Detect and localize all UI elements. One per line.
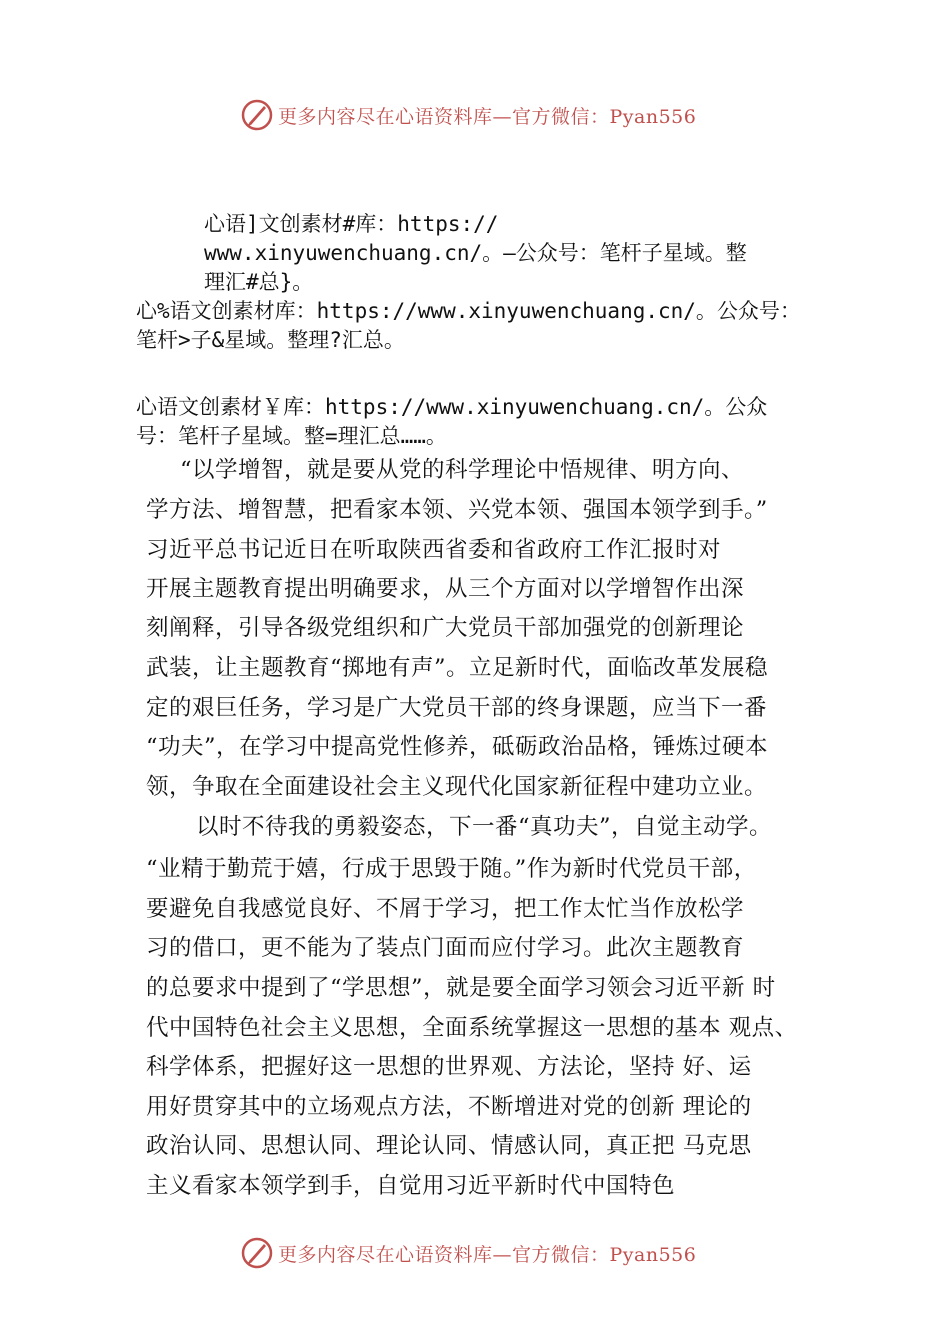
body-line: 学方法、增智慧，把看家本领、兴党本领、强国本领学到手。”	[146, 497, 768, 523]
source-line: 理汇#总}。	[204, 270, 314, 294]
body-line: 政治认同、思想认同、理论认同、情感认同，真正把 马克思	[146, 1133, 752, 1159]
footer-banner	[240, 1233, 760, 1273]
quill-logo-icon	[240, 98, 274, 132]
wechat-id: Pyan556	[609, 1243, 697, 1266]
body-line: 习的借口，更不能为了装点门面而应付学习。此次主题教育	[146, 935, 745, 961]
body-line: 代中国特色社会主义思想，全面系统掌握这一思想的基本 观点、	[146, 1015, 798, 1041]
source-note-3	[136, 393, 767, 451]
body-line: “功夫”，在学习中提高党性修养，砥砺政治品格，锤炼过硬本	[146, 734, 769, 760]
quill-logo-icon	[240, 1236, 274, 1270]
body-line: 主义看家本领学到手，自觉用习近平新时代中国特色	[146, 1173, 676, 1199]
wechat-id: Pyan556	[609, 105, 697, 128]
body-line: 武装，让主题教育“掷地有声”。立足新时代，面临改革发展稳	[146, 655, 769, 681]
body-line: 开展主题教育提出明确要求，从三个方面对以学增智作出深	[146, 576, 745, 602]
body-line: 科学体系，把握好这一思想的世界观、方法论，坚持 好、运	[146, 1054, 752, 1080]
source-line: www.xinyuwenchuang.cn/。—公众号：笔杆子星域。整	[204, 241, 747, 265]
body-line: “以学增智，就是要从党的科学理论中悟规律、明方向、	[180, 457, 745, 483]
source-note-2	[136, 297, 801, 355]
body-line: 用好贯穿其中的立场观点方法，不断增进对党的创新 理论的	[146, 1094, 752, 1120]
body-line: 以时不待我的勇毅姿态，下一番“真功夫”，自觉主动学。	[196, 814, 773, 840]
source-note-1	[204, 210, 747, 297]
source-line: 号：笔杆子星域。整=理汇总……。	[136, 424, 447, 448]
body-line: 要避免自我感觉良好、不屑于学习，把工作太忙当作放松学	[146, 896, 745, 922]
body-line: 刻阐释，引导各级党组织和广大党员干部加强党的创新理论	[146, 615, 745, 641]
source-line: 心%语文创素材库：https://www.xinyuwenchuang.cn/。公众号：	[136, 299, 801, 323]
header-banner	[240, 95, 760, 135]
source-line: 心语]文创素材#库：https://	[204, 212, 499, 236]
body-line: “业精于勤荒于嬉，行成于思毁于随。”作为新时代党员干部，	[146, 856, 757, 882]
body-line: 定的艰巨任务，学习是广大党员干部的终身课题，应当下一番	[146, 695, 768, 721]
source-line: 笔杆>子&星域。整理?汇总。	[136, 328, 405, 352]
source-line: 心语文创素材￥库：https://www.xinyuwenchuang.cn/。公众	[136, 395, 768, 419]
body-line: 习近平总书记近日在听取陕西省委和省政府工作汇报时对	[146, 537, 722, 563]
banner-text: 更多内容尽在心语资料库—官方微信：Pyan556	[278, 1243, 697, 1266]
body-line: 领，争取在全面建设社会主义现代化国家新征程中建功立业。	[146, 774, 768, 800]
body-line: 的总要求中提到了“学思想”，就是要全面学习领会习近平新 时	[146, 975, 776, 1001]
banner-text: 更多内容尽在心语资料库—官方微信：Pyan556	[278, 105, 697, 128]
